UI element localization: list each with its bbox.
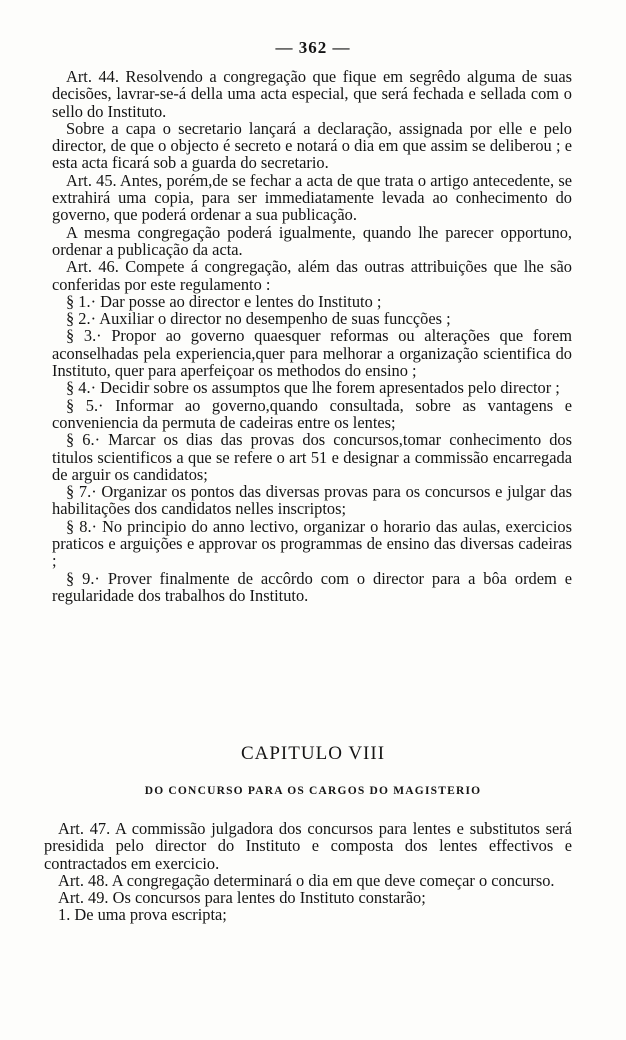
paragraph: § 5.· Informar ao governo,quando consultada, sobre as vantagens e conveniencia da permuta de cadeiras entre os lentes;: [52, 395, 572, 432]
paragraph: § 9.· Prover finalmente de accôrdo com o director para a bôa ordem e regularidade dos trabalhos do Instituto.: [52, 568, 572, 605]
paragraph: Art. 44. Resolvendo a congregação que fique em segrêdo alguma de suas decisões, lavrar-se-á della uma acta especial, que será fechada e sellada com o sello do Instituto.: [52, 67, 572, 121]
paragraph: § 2.· Auxiliar o director no desempenho de suas funcções ;: [66, 309, 451, 329]
paragraph: A mesma congregação poderá igualmente, quando lhe parecer opportuno, ordenar a publicação da acta.: [52, 222, 572, 259]
articles-47-49: [44, 820, 572, 924]
paragraph: Art. 49. Os concursos para lentes do Instituto constarão;: [58, 888, 426, 908]
chapter-title: CAPITULO VIII: [240, 743, 386, 764]
articles-44-46: [52, 68, 572, 604]
chapter-subtitle: DO CONCURSO PARA OS CARGOS DO MAGISTERIO: [144, 785, 482, 797]
paragraph: Sobre a capa o secretario lançará a declaração, assignada por elle e pelo director, de que o objecto é secreto e notará o dia em que assim se deliberou ; e esta acta ficará sob a guarda do secretario.: [52, 118, 572, 173]
page-number: — 362 —: [275, 38, 351, 57]
paragraph: Art. 45. Antes, porém,de se fechar a acta de que trata o artigo antecedente, se extrahirá uma copia, para ser immediatamente levada ao conhecimento do governo, que poderá ordenar a sua publicação.: [52, 170, 572, 225]
paragraph: § 8.· No principio do anno lectivo, organizar o horario das aulas, exercicios praticos e arguições e approvar os programmas de ensino das diversas cadeiras ;: [52, 516, 572, 571]
paragraph: § 3.· Propor ao governo quaesquer reformas ou alterações que forem aconselhadas pela experiencia,quer para melhorar a organização scientifica do Instituto, quer para aperfeiçoar os methodos do ensino ;: [52, 326, 572, 381]
paragraph: Art. 46. Compete á congregação, além das outras attribuições que lhe são conferidas por este regulamento :: [52, 257, 572, 294]
paragraph: Art. 48. A congregação determinará o dia em que deve começar o concurso.: [58, 870, 555, 890]
paragraph: § 1.· Dar posse ao director e lentes do Instituto ;: [66, 291, 382, 311]
paragraph: § 4.· Decidir sobre os assumptos que lhe forem apresentados pelo director ;: [66, 378, 560, 398]
paragraph: 1. De uma prova escripta;: [58, 905, 227, 925]
paragraph: § 7.· Organizar os pontos das diversas provas para os concursos e julgar das habilitações dos candidatos nelles inscriptos;: [52, 482, 572, 519]
paragraph: Art. 47. A commissão julgadora dos concursos para lentes e substitutos será presidida pelo director do Instituto e composta dos lentes effectivos e contractados em exercicio.: [44, 819, 572, 873]
paragraph: § 6.· Marcar os dias das provas dos concursos,tomar conhecimento dos titulos scientificos a que se refere o art 51 e designar a commissão encarregada de arguir os candidatos;: [52, 430, 572, 484]
